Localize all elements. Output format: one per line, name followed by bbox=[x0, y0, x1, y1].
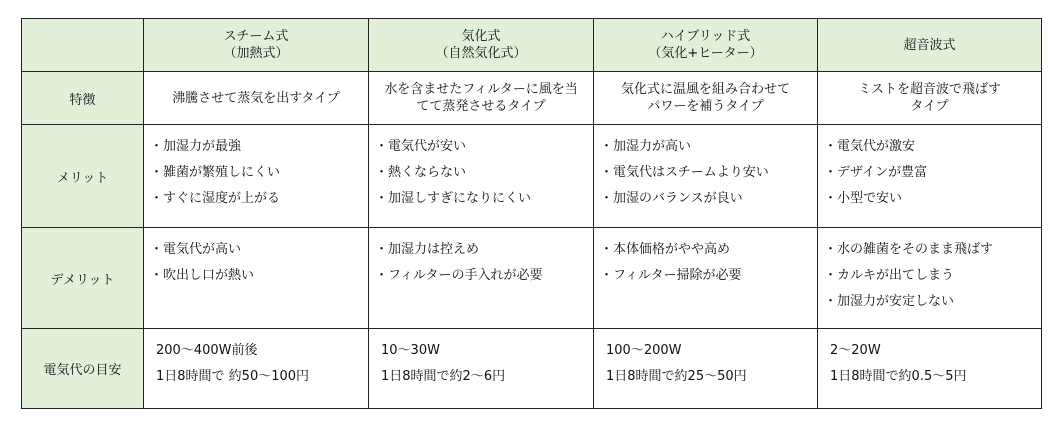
column-title: 超音波式 bbox=[903, 37, 956, 53]
column-title: 気化式 bbox=[461, 29, 501, 44]
list-item: ・本体価格がやや高め bbox=[600, 242, 731, 257]
wattage-text: 10～30W bbox=[381, 343, 440, 358]
list-item: ・フィルターの手入れが必要 bbox=[375, 268, 543, 283]
list-item: ・加湿のバランスが良い bbox=[600, 191, 743, 206]
merit-row bbox=[22, 125, 1042, 228]
list-item: ・電気代が激安 bbox=[824, 139, 916, 154]
cost-estimate-text: 1日8時間で約2～6円 bbox=[381, 369, 506, 384]
list-item: ・加湿力が高い bbox=[600, 139, 692, 154]
column-title: ハイブリッド式 bbox=[660, 29, 751, 44]
merit-cell-evaporative bbox=[369, 125, 594, 228]
wattage-text: 2～20W bbox=[830, 343, 881, 358]
feature-text: ミストを超音波で飛ばす bbox=[857, 82, 1001, 97]
demerit-row bbox=[22, 228, 1042, 329]
column-subtitle: （気化+ヒーター） bbox=[648, 46, 763, 61]
column-title: スチーム式 bbox=[223, 29, 289, 44]
demerit-cell-ultrasonic bbox=[818, 228, 1042, 329]
column-header-ultrasonic bbox=[818, 19, 1042, 72]
header-row bbox=[22, 19, 1042, 72]
list-item: ・加湿しすぎになりにくい bbox=[375, 191, 532, 206]
row-label-cost: 電気代の目安 bbox=[22, 329, 144, 409]
demerit-cell-steam bbox=[144, 228, 369, 329]
demerit-cell-evaporative bbox=[369, 228, 594, 329]
list-item: ・フィルター掃除が必要 bbox=[600, 268, 742, 283]
feature-cell-steam bbox=[144, 72, 369, 125]
feature-text: タイプ bbox=[910, 99, 949, 114]
list-item: ・雑菌が繁殖しにくい bbox=[150, 165, 281, 180]
cost-estimate-text: 1日8時間で約0.5～5円 bbox=[830, 369, 967, 384]
list-item: ・加湿力は控えめ bbox=[375, 242, 480, 257]
column-subtitle: （自然気化式） bbox=[435, 46, 527, 61]
cost-row bbox=[22, 329, 1042, 409]
feature-text: 水を含ませたフィルターに風を当 bbox=[384, 82, 578, 97]
list-item: ・小型で安い bbox=[824, 191, 903, 206]
cost-cell-steam bbox=[144, 329, 369, 409]
merit-cell-ultrasonic bbox=[818, 125, 1042, 228]
column-subtitle: （加熱式） bbox=[223, 46, 289, 61]
feature-cell-ultrasonic bbox=[818, 72, 1042, 125]
column-header-steam bbox=[144, 19, 369, 72]
list-item: ・加湿力が安定しない bbox=[824, 294, 955, 309]
list-item: ・電気代が高い bbox=[150, 242, 242, 257]
list-item: ・電気代が安い bbox=[375, 139, 467, 154]
demerit-cell-hybrid bbox=[594, 228, 818, 329]
merit-cell-hybrid bbox=[594, 125, 818, 228]
list-item: ・熱くならない bbox=[375, 165, 467, 180]
list-item: ・電気代はスチームより安い bbox=[600, 165, 769, 180]
cost-cell-hybrid bbox=[594, 329, 818, 409]
corner-cell bbox=[22, 19, 144, 72]
cost-cell-ultrasonic bbox=[818, 329, 1042, 409]
wattage-text: 100～200W bbox=[606, 343, 682, 358]
feature-text: 気化式に温風を組み合わせて bbox=[620, 82, 790, 97]
feature-text: てて蒸発させるタイプ bbox=[416, 99, 546, 114]
feature-cell-hybrid bbox=[594, 72, 818, 125]
wattage-text: 200～400W前後 bbox=[156, 343, 258, 358]
list-item: ・カルキが出てしまう bbox=[824, 268, 955, 283]
row-label-demerit: デメリット bbox=[22, 228, 144, 329]
list-item: ・吹出し口が熱い bbox=[150, 268, 255, 283]
cost-estimate-text: 1日8時間で 約50～100円 bbox=[156, 369, 310, 384]
feature-row bbox=[22, 72, 1042, 125]
feature-cell-evaporative bbox=[369, 72, 594, 125]
column-header-hybrid bbox=[594, 19, 818, 72]
cost-estimate-text: 1日8時間で約25～50円 bbox=[606, 369, 747, 384]
list-item: ・加湿力が最強 bbox=[150, 139, 242, 154]
feature-text: パワーを補うタイプ bbox=[647, 99, 764, 114]
list-item: ・水の雑菌をそのまま飛ばす bbox=[824, 242, 994, 257]
row-label-feature: 特徴 bbox=[22, 72, 144, 125]
column-header-evaporative bbox=[369, 19, 594, 72]
list-item: ・すぐに湿度が上がる bbox=[150, 191, 281, 206]
merit-cell-steam bbox=[144, 125, 369, 228]
list-item: ・デザインが豊富 bbox=[824, 165, 928, 180]
feature-text: 沸騰させて蒸気を出すタイプ bbox=[172, 90, 340, 106]
cost-cell-evaporative bbox=[369, 329, 594, 409]
humidifier-comparison-table bbox=[21, 18, 1042, 409]
row-label-merit: メリット bbox=[22, 125, 144, 228]
